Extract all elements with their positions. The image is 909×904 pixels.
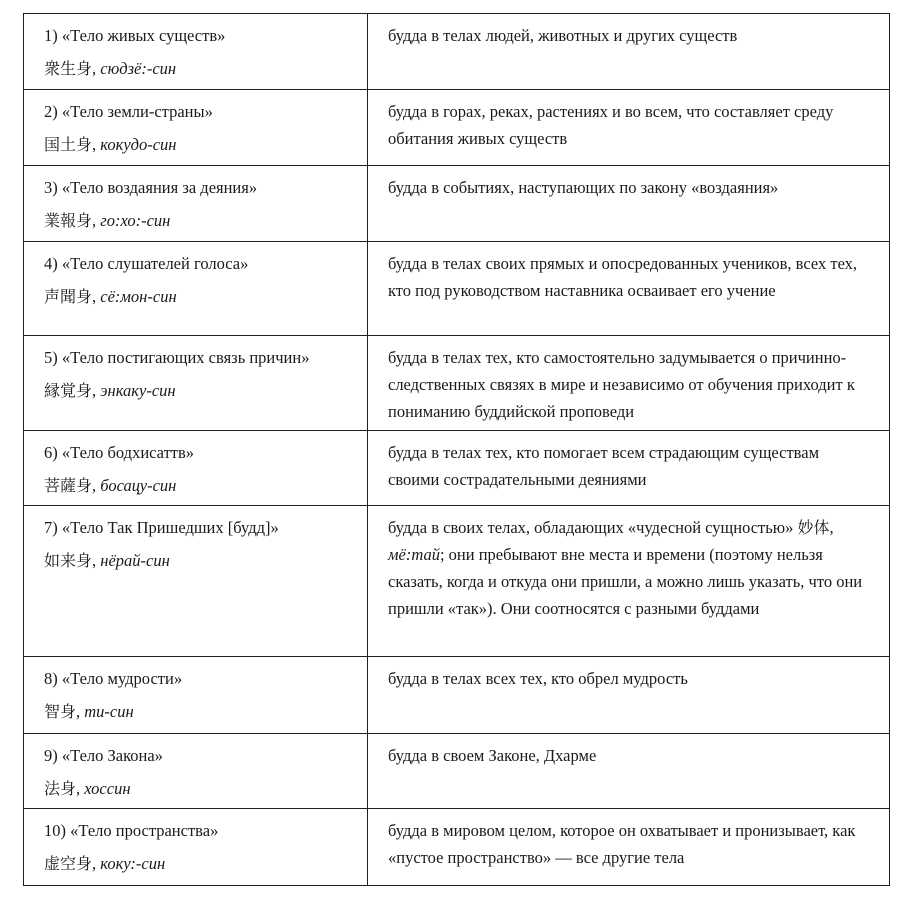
term-name: 3) «Тело воздаяния за деяния» [44, 178, 258, 197]
term-cell [24, 242, 368, 336]
description-cell: будда в телах тех, кто помогает всем страдающим существам своими сострадательными деяниями [368, 431, 890, 506]
term-romaji: босацу-син [100, 476, 177, 495]
term-kanji: 業報身 [44, 211, 93, 230]
term-romaji: хоссин [84, 779, 131, 798]
term-romaji: сё:мон-син [100, 287, 177, 306]
term-name: 6) «Тело бодхисаттв» [44, 443, 195, 462]
table-row [24, 166, 890, 242]
term-separator: , [76, 702, 85, 721]
term-romaji: го:хо:-син [100, 211, 171, 230]
term-cell [24, 14, 368, 90]
term-romaji: нёрай-син [100, 551, 170, 570]
term-romaji: коку:-син [100, 854, 166, 873]
term-separator: , [92, 211, 101, 230]
description-cell: будда в телах тех, кто самостоятельно задумывается о причинно-следственных связях в мире и независимо от обучения приходит к пониманию буддийской проповеди [368, 336, 890, 431]
term-kanji: 声聞身 [44, 287, 93, 306]
term-cell [24, 657, 368, 734]
description-cell: будда в мировом целом, которое он охватывает и пронизывает, как «пустое пространство» — все другие тела [368, 809, 890, 886]
description-cell: будда в горах, реках, растениях и во всем, что составляет среду обитания живых существ [368, 90, 890, 166]
term-separator: , [92, 135, 101, 154]
term-kanji: 法身 [44, 779, 77, 798]
term-kanji: 衆生身 [44, 59, 93, 78]
description-kanji: 妙体 [797, 518, 830, 537]
term-name: 2) «Тело земли-страны» [44, 102, 213, 121]
term-cell [24, 336, 368, 431]
term-kanji: 国土身 [44, 135, 93, 154]
table-row [24, 734, 890, 809]
description-romaji: мё:тай [388, 545, 440, 564]
term-romaji: энкаку-син [100, 381, 176, 400]
table-row [24, 431, 890, 506]
table-row [24, 809, 890, 886]
term-name: 8) «Тело мудрости» [44, 669, 183, 688]
term-separator: , [92, 476, 101, 495]
term-kanji: 如来身 [44, 551, 93, 570]
term-name: 4) «Тело слушателей голоса» [44, 254, 249, 273]
term-separator: , [92, 59, 101, 78]
term-cell [24, 809, 368, 886]
term-romaji: кокудо-син [100, 135, 177, 154]
term-cell [24, 506, 368, 657]
term-cell [24, 90, 368, 166]
term-cell [24, 734, 368, 809]
table-row [24, 506, 890, 657]
description-text-before: будда в своих телах, обладающих «чудесной сущностью» [388, 518, 798, 537]
term-kanji: 菩薩身 [44, 476, 93, 495]
term-cell [24, 431, 368, 506]
buddha-bodies-table [23, 13, 890, 886]
term-separator: , [92, 381, 101, 400]
table-row [24, 336, 890, 431]
term-name: 9) «Тело Закона» [44, 746, 163, 765]
description-text-after: ; они пребывают вне места и времени (поэтому нельзя сказать, когда и откуда они пришли, а можно лишь указать, что они пришли «так»). Они соотносятся с разными буддами [388, 545, 863, 618]
table-row [24, 242, 890, 336]
description-cell: будда в своем Законе, Дхарме [368, 734, 890, 809]
term-separator: , [92, 551, 101, 570]
term-cell [24, 166, 368, 242]
term-separator: , [92, 854, 101, 873]
term-romaji: сюдзё:-син [100, 59, 177, 78]
table-row [24, 90, 890, 166]
description-cell: будда в телах своих прямых и опосредованных учеников, всех тех, кто под руководством наставника осваивает его учение [368, 242, 890, 336]
term-name: 7) «Тело Так Пришедших [будд]» [44, 518, 279, 537]
description-cell: будда в телах людей, животных и других существ [368, 14, 890, 90]
term-name: 1) «Тело живых существ» [44, 26, 226, 45]
term-separator: , [76, 779, 85, 798]
description-cell: будда в событиях, наступающих по закону «воздаяния» [368, 166, 890, 242]
term-kanji: 縁覚身 [44, 381, 93, 400]
term-name: 10) «Тело пространства» [44, 821, 219, 840]
term-kanji: 智身 [44, 702, 77, 721]
term-name: 5) «Тело постигающих связь причин» [44, 348, 310, 367]
table-row [24, 657, 890, 734]
term-separator: , [92, 287, 101, 306]
description-cell [368, 506, 890, 657]
description-separator: , [829, 518, 834, 537]
term-romaji: ти-син [84, 702, 134, 721]
table-row [24, 14, 890, 90]
term-kanji: 虚空身 [44, 854, 93, 873]
description-cell: будда в телах всех тех, кто обрел мудрость [368, 657, 890, 734]
